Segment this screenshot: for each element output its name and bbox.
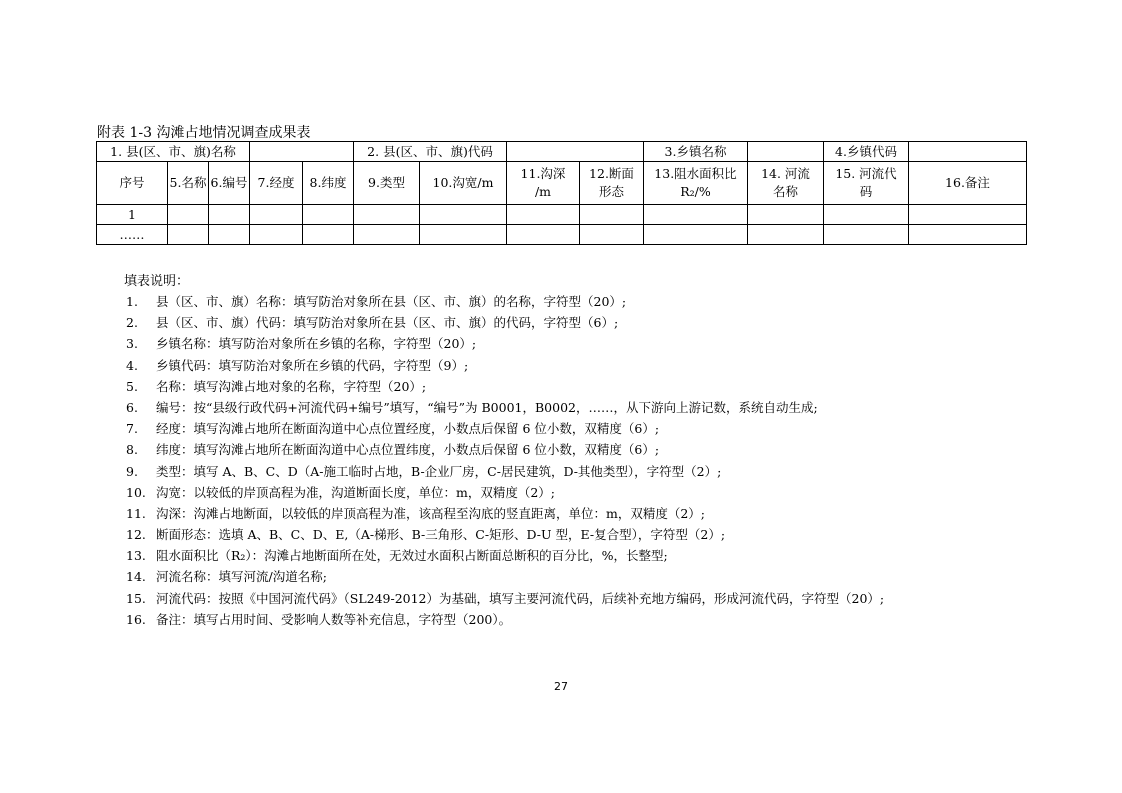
note-text: 阻水面积比（R₂）：沟滩占地断面所在处，无效过水面积占断面总断积的百分比，%，长整型; xyxy=(156,548,668,564)
town-name-value xyxy=(748,142,824,162)
table-cell xyxy=(250,205,303,225)
column-header: 序号 xyxy=(97,162,168,205)
column-header: 10.沟宽/m xyxy=(420,162,507,205)
note-text: 乡镇代码：填写防治对象所在乡镇的代码，字符型（9）; xyxy=(156,357,469,373)
note-item xyxy=(126,312,884,333)
note-item xyxy=(126,376,884,397)
column-header: 12.断面 形态 xyxy=(580,162,644,205)
note-text: 县（区、市、旗）代码：填写防治对象所在县（区、市、旗）的代码，字符型（6）; xyxy=(156,315,619,331)
table-cell xyxy=(168,205,209,225)
table-cell xyxy=(909,225,1027,245)
notes-list xyxy=(126,291,884,630)
column-header: 16.备注 xyxy=(909,162,1027,205)
note-text: 沟深：沟滩占地断面，以较低的岸顶高程为准，该高程至沟底的竖直距离，单位：m，双精度（2）; xyxy=(156,505,706,521)
note-number: 4. xyxy=(126,357,138,373)
county-name-label: 1. 县(区、市、旗)名称 xyxy=(97,142,250,162)
note-text: 类型：填写 A、B、C、D（A-施工临时占地，B-企业厂房，C-居民建筑，D-其他类型），字符型（2）; xyxy=(156,463,722,479)
county-code-label: 2. 县(区、市、旗)代码 xyxy=(354,142,507,162)
table-cell xyxy=(748,205,824,225)
column-header: 14. 河流 名称 xyxy=(748,162,824,205)
note-item xyxy=(126,588,884,609)
town-code-value xyxy=(909,142,1027,162)
note-number: 15. xyxy=(126,590,146,606)
note-text: 乡镇名称：填写防治对象所在乡镇的名称，字符型（20）; xyxy=(156,336,477,352)
note-item xyxy=(126,333,884,354)
column-header: 6.编号 xyxy=(209,162,250,205)
note-text: 河流代码：按照《中国河流代码》（SL249-2012）为基础，填写主要河流代码，后续补充地方编码，形成河流代码，字符型（20）; xyxy=(156,590,885,606)
table-cell: …… xyxy=(97,225,168,245)
note-number: 14. xyxy=(126,569,146,585)
note-item xyxy=(126,439,884,460)
county-code-value xyxy=(507,142,644,162)
note-number: 12. xyxy=(126,527,146,543)
table-cell xyxy=(824,225,909,245)
note-number: 1. xyxy=(126,294,138,309)
table-cell xyxy=(909,205,1027,225)
table-cell xyxy=(507,205,580,225)
table-caption: 附表 1-3 沟滩占地情况调查成果表 xyxy=(97,125,311,141)
note-item xyxy=(126,482,884,503)
note-text: 河流名称：填写河流/沟道名称; xyxy=(156,569,327,585)
table-cell xyxy=(580,205,644,225)
table-cell xyxy=(580,225,644,245)
note-item xyxy=(126,418,884,439)
table-cell xyxy=(303,225,354,245)
note-number: 8. xyxy=(126,442,138,458)
town-name-label: 3.乡镇名称 xyxy=(644,142,748,162)
table-row xyxy=(97,205,1027,225)
note-number: 13. xyxy=(126,548,146,564)
note-item xyxy=(126,291,884,312)
column-header: 9.类型 xyxy=(354,162,420,205)
note-item xyxy=(126,397,884,418)
table-cell xyxy=(748,225,824,245)
county-name-value xyxy=(250,142,354,162)
note-number: 7. xyxy=(126,421,138,437)
notes-title: 填表说明： xyxy=(124,274,190,289)
note-item xyxy=(126,545,884,566)
town-code-label: 4.乡镇代码 xyxy=(824,142,909,162)
note-number: 16. xyxy=(126,611,146,627)
note-text: 经度：填写沟滩占地所在断面沟道中心点位置经度，小数点后保留 6 位小数，双精度（6）; xyxy=(156,421,660,437)
note-number: 10. xyxy=(126,484,146,500)
note-text: 断面形态：选填 A、B、C、D、E,（A-梯形、B-三角形、C-矩形、D-U 型，E-复合型），字符型（2）; xyxy=(156,527,726,543)
table-cell xyxy=(644,225,748,245)
column-header: 11.沟深 /m xyxy=(507,162,580,205)
table-cell xyxy=(209,205,250,225)
note-text: 沟宽：以较低的岸顶高程为准，沟道断面长度，单位：m，双精度（2）; xyxy=(156,484,556,500)
note-text: 编号：按“县级行政代码+河流代码+编号”填写，“编号”为 B0001，B0002，……，从下游向上游记数，系统自动生成; xyxy=(156,399,818,415)
note-number: 11. xyxy=(126,505,146,521)
table-row xyxy=(97,225,1027,245)
note-number: 2. xyxy=(126,315,138,331)
column-header: 8.纬度 xyxy=(303,162,354,205)
note-number: 5. xyxy=(126,378,138,394)
table-cell xyxy=(209,225,250,245)
note-text: 县（区、市、旗）名称：填写防治对象所在县（区、市、旗）的名称，字符型（20）; xyxy=(156,294,627,309)
note-number: 6. xyxy=(126,399,138,415)
table-cell xyxy=(644,205,748,225)
page-number: 27 xyxy=(554,680,568,693)
column-header: 15. 河流代 码 xyxy=(824,162,909,205)
header-row xyxy=(97,162,1027,205)
column-header: 7.经度 xyxy=(250,162,303,205)
note-item xyxy=(126,461,884,482)
table-cell xyxy=(354,225,420,245)
note-text: 备注：填写占用时间、受影响人数等补充信息，字符型（200）。 xyxy=(156,611,512,627)
table-cell xyxy=(507,225,580,245)
note-number: 9. xyxy=(126,463,138,479)
note-number: 3. xyxy=(126,336,138,352)
table-cell xyxy=(354,205,420,225)
note-item xyxy=(126,524,884,545)
note-text: 名称：填写沟滩占地对象的名称，字符型（20）; xyxy=(156,378,427,394)
table-cell xyxy=(420,205,507,225)
note-item xyxy=(126,503,884,524)
table-cell xyxy=(303,205,354,225)
table-cell xyxy=(824,205,909,225)
table-cell xyxy=(250,225,303,245)
table-cell xyxy=(168,225,209,245)
note-text: 纬度：填写沟滩占地所在断面沟道中心点位置纬度，小数点后保留 6 位小数，双精度（6）; xyxy=(156,442,660,458)
table-row xyxy=(97,142,1027,162)
table-cell xyxy=(420,225,507,245)
note-item xyxy=(126,355,884,376)
table-cell: 1 xyxy=(97,205,168,225)
column-header: 5.名称 xyxy=(168,162,209,205)
column-header: 13.阻水面积比 R₂/% xyxy=(644,162,748,205)
note-item xyxy=(126,566,884,587)
survey-table xyxy=(96,141,1027,245)
note-item xyxy=(126,609,884,630)
